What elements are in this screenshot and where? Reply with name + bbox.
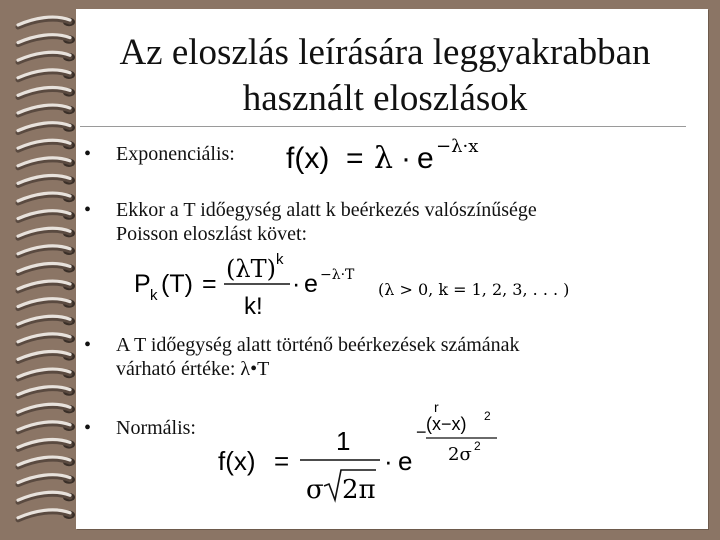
binding-ring [18,457,75,467]
binding-ring [18,140,75,150]
binding-ring [18,35,75,45]
bullet-marker: • [84,199,92,221]
binding-ring [18,492,75,502]
binding-ring [18,387,75,397]
binding-ring [18,263,75,273]
bullet-normal-text: Normális: [116,417,196,439]
exponential-formula [280,132,510,180]
bullet-marker: • [84,417,92,439]
formula-lhs: f(x) [286,142,330,175]
binding-ring [18,228,75,238]
binding-ring [18,334,75,344]
formula-base: e [417,142,434,175]
formula-lhs: P [134,270,151,298]
formula-exponent-denominator-power: 2 [474,439,481,453]
formula-equals: = [202,270,217,298]
binding-ring [18,299,75,309]
binding-ring [18,369,75,379]
binding-ring [18,175,75,185]
formula-exponent: −λ·x [436,136,479,157]
binding-ring [18,211,75,221]
binding-ring [18,158,75,168]
binding-ring [18,281,75,291]
formula-exponent-numerator: (x−x) [426,414,467,434]
binding-ring [18,70,75,80]
binding-ring [18,439,75,449]
formula-numerator: 1 [336,426,351,456]
formula-lhs: f(x) [218,446,256,476]
formula-base: e [304,270,318,298]
formula-lhs-subscript: k [150,287,158,304]
formula-exponent-bar-mark: r [434,400,439,415]
formula-equals: = [274,446,290,476]
binding-ring [18,246,75,256]
binding-ring [18,404,75,414]
bullet-poisson-line1: Ekkor a T időegység alatt k beérkezés valószínűsége [116,199,537,221]
binding-ring [18,316,75,326]
formula-sigma: σ [306,475,324,505]
formula-denominator: k! [244,293,263,320]
bullet-expected-line2: várható értéke: λ•T [116,358,270,380]
binding-ring [18,193,75,203]
title-line-1: Az eloszlás leírására leggyakrabban [119,32,651,73]
formula-base: e [398,446,413,476]
binding-ring [18,105,75,115]
binding-ring [18,52,75,62]
formula-dot: · [384,446,393,476]
formula-lambda: λ [374,141,394,176]
formula-dot: · [401,142,411,175]
formula-exponent-numerator-power: 2 [484,409,491,423]
formula-exponent: −λ·T [320,267,355,283]
binding-ring [18,17,75,27]
formula-equals: = [346,142,364,175]
title-divider [80,126,686,127]
normal-formula [212,400,512,512]
binding-ring [18,510,75,520]
formula-lhs-argument: (T) [161,270,193,298]
poisson-formula [128,250,578,322]
binding-ring [18,422,75,432]
formula-root-argument: 2π [342,475,376,505]
binding-ring [18,87,75,97]
bullet-marker: • [84,143,92,165]
title-line-2: használt eloszlások [242,78,528,119]
bullet-poisson-line2: Poisson eloszlást követ: [116,223,308,245]
formula-dot: · [292,270,301,298]
formula-numerator: (λT) [226,255,276,283]
bullet-expected-line1: A T időegység alatt történő beérkezések számának [116,334,520,356]
formula-numerator-power: k [276,251,284,268]
page-title [80,30,690,122]
bullet-exponential-text: Exponenciális: [116,143,235,165]
binding-ring [18,475,75,485]
bullet-marker: • [84,334,92,356]
formula-exponent-sign: − [416,422,427,442]
binding-ring [18,123,75,133]
binding-ring [18,351,75,361]
formula-exponent-denominator: 2σ [448,444,472,465]
spiral-binding [0,0,90,540]
formula-condition: (λ > 0, k = 1, 2, 3, . . . ) [378,280,570,299]
